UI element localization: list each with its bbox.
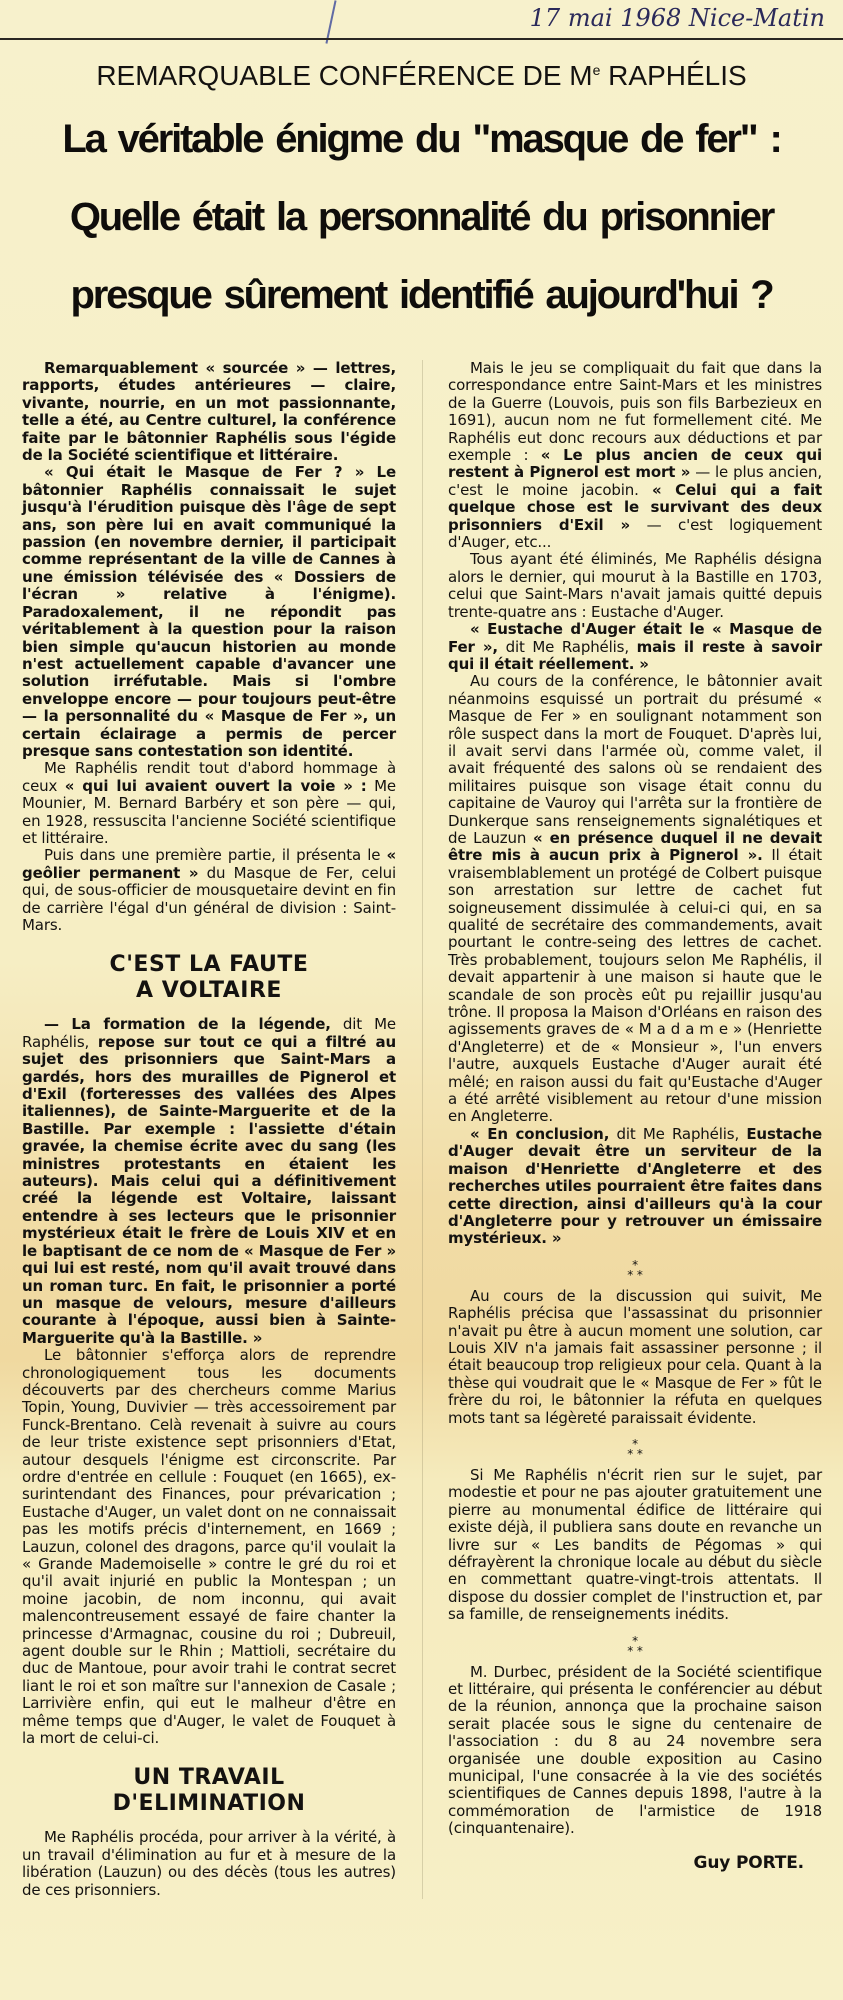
paragraph <box>448 621 822 673</box>
bold-text-run: « Qui était le Masque de Fer ? » Le bâtonnier Raphélis connaissait le sujet jusqu'à l'érudition puisque dès l'âge de sept ans, son père lui en avait communiqué la passion (en novembre dernier, il participait comme représentant de la ville de Cannes à une émission télévisée des « Dossiers de l'écran » relative à l'énigme). Paradoxalement, il ne répondit pas véritablement à la question pour la raison bien simple qu'aucun historien au monde n'est actuellement capable d'avancer une solution irréfutable. Mais si l'ombre enveloppe encore — pour toujours peut-être — la personnalité du « Masque de Fer », un certain éclairage a permis de percer presque sans contestation son identité. <box>22 463 396 760</box>
paragraph <box>22 847 396 934</box>
text-run: dit Me Raphélis, <box>497 637 637 656</box>
bold-text-run: « En conclusion, <box>470 1124 610 1143</box>
text-run: dit Me Raphélis, <box>609 1124 747 1143</box>
section-heading-voltaire <box>22 952 396 1004</box>
text-run: dit Me Raphélis, <box>22 1015 396 1051</box>
text-run: — c'est logiquement d'Auger, etc... <box>448 515 822 552</box>
heading-line: D'ELIMINATION <box>112 1791 306 1817</box>
asterism-star: * <box>627 1446 634 1461</box>
asterism-star-pair <box>448 1446 822 1461</box>
text-run: Au cours de la conférence, le bâtonnier avait néanmoins esquissé un portrait du présumé « Masque de Fer » en soulignant notamment son rôle suspect dans la mort de Fouquet. D'après lui, il avait servi dans l'armée où, comme valet, il avait fréquenté des salons où se rendaient des militaires puisque son visage était connu du capitaine de Vauroy qui l'arrêta sur la frontière de Dunkerque sans renseignements signalétiques et de Lauzun <box>448 672 822 847</box>
asterism-separator <box>448 1257 822 1282</box>
paragraph <box>22 1347 396 1747</box>
kicker-text: REMARQUABLE CONFÉRENCE DE M <box>96 60 593 91</box>
article-headline <box>0 100 843 334</box>
bold-text-run: repose sur tout ce qui a filtré au sujet des prisonniers que Saint-Mars a gardés, hors des murailles de Pignerol et d'Exil (forteresses des vallées des Alpes italiennes), de Sainte-Marguerite et de la Bastille. Par exemple : l'assiette d'étain gravée, la chemise écrite avec du sang (les ministres protestants en étaient les auteurs). Mais celui qui a définitivement créé la légende est Voltaire, laissant entendre à ses lecteurs que le prisonnier mystérieux était le frère de Louis XIV et en le baptisant de ce nom de « Masque de Fer » qui lui est resté, nom qu'il avait trouvé dans un roman turc. En fait, le prisonnier a porté un masque de velours, mesure d'ailleurs courante à l'époque, aussi bien à Sainte-Marguerite qu'à la Bastille. » <box>22 1032 396 1347</box>
kicker-superscript: e <box>592 62 601 78</box>
bold-text-run: mais il reste à savoir qui il était réellement. » <box>448 637 822 673</box>
bold-text-run: Remarquablement « sourcée » — lettres, rapports, études antérieures — claire, vivante, nourrie, en un mot passionnante, telle a été, au Centre culturel, la conférence faite par le bâtonnier Raphélis sous l'égide de la Société scientifique et littéraire. <box>22 359 396 465</box>
text-run: Me Mounier, M. Bernard Barbéry et son père — qui, en 1928, ressuscita l'ancienne Société scientifique et littéraire. <box>22 776 396 847</box>
headline-line: La véritable énigme du "masque de fer" : <box>62 117 781 161</box>
headline-line: Quelle était la personnalité du prisonnier <box>69 195 774 239</box>
text-run: Tous ayant été éliminés, Me Raphélis désigna alors le dernier, qui mourut à la Bastille en 1703, celui que Saint-Mars n'avait jamais quitté depuis trente-quatre ans : Eustache d'Auger. <box>448 550 822 621</box>
asterism-star: * <box>627 1267 634 1282</box>
text-run: du Masque de Fer, celui qui, de sous-officier de mousquetaire devint en fin de carrière l'égal d'un général de division : Saint-Mars. <box>22 863 397 934</box>
bold-text-run: « geôlier permanent » <box>22 846 396 882</box>
paragraph <box>22 760 396 847</box>
asterism-star-pair <box>448 1643 822 1658</box>
heading-line: C'EST LA FAUTE <box>109 952 309 978</box>
paragraph <box>448 673 822 1126</box>
asterism-star-pair <box>448 1267 822 1282</box>
asterism-star: * <box>632 1436 638 1451</box>
handwritten-date-note: 17 mai 1968 Nice-Matin <box>529 4 825 32</box>
bold-text-run: « en présence duquel il ne devait être mis à aucun prix à Pignerol ». <box>448 828 823 865</box>
text-run: Me Raphélis rendit tout d'abord hommage à ceux <box>22 759 396 795</box>
text-run: — le plus ancien, c'est le moine jacobin. <box>448 463 823 499</box>
paragraph <box>22 464 396 760</box>
bold-text-run: « Celui qui a fait quelque chose est le survivant des deux prisonniers d'Exil » <box>448 480 822 534</box>
text-run: Mais le jeu se compliquait du fait que dans la correspondance entre Saint-Mars et les ministres de la Guerre (Louvois, puis son fils Barbezieux en 1691), aucun nom ne fut formellement cité. Me Raphélis eut donc recours aux déductions et par exemple : <box>448 359 822 465</box>
headline-line: presque sûrement identifié aujourd'hui ? <box>70 273 773 317</box>
text-run: Il était vraisemblablement un protégé de Colbert puisque son arrestation sur lettre de cachet fut soigneusement dissimulée à celui-ci qui, en sa qualité de secrétaire des commandements, avait pourtant le contre-seing des lettres de cachet. Très probablement, toujours selon Me Raphélis, il devait appartenir à une maison si haute que le scandale de son procès eût pu rejaillir jusqu'au trône. Il proposa la Maison d'Orléans en raison des agissements graves de « M a d a m e » (Henriette d'Angleterre) et de « Monsieur », l'un envers l'autre, auxquels Eustache d'Auger aurait été mêlé; en raison aussi du fait qu'Eustache d'Auger a été arrêté visiblement au retour d'une mission en Angleterre. <box>448 846 822 1126</box>
text-run: M. Durbec, président de la Société scientifique et littéraire, qui présenta le conférencier au début de la réunion, annonça que la prochaine saison serait placée sous le signe du centenaire de l'association : du 8 au 24 novembre sera organisée une double exposition au Casino municipal, l'une consacrée à la vie des sociétés scientifiques de Cannes depuis 1898, l'autre à la commémoration de l'armistice de 1918 (cinquantenaire). <box>448 1662 822 1838</box>
asterism-star: * <box>632 1633 638 1648</box>
paragraph <box>448 1664 822 1838</box>
asterism-star: * <box>627 1643 634 1658</box>
clipping-header <box>0 0 843 44</box>
left-column <box>22 360 396 1899</box>
right-column <box>448 360 822 1874</box>
article-body <box>0 360 843 1919</box>
bold-text-run: — La formation de la légende, <box>44 1015 331 1034</box>
asterism-star: * <box>636 1643 643 1658</box>
asterism-separator <box>448 1633 822 1658</box>
paragraph <box>22 1829 396 1899</box>
text-run: Au cours de la discussion qui suivit, Me Raphélis précisa que l'assassinat du prisonnier n'avait pu être à aucun moment une solution, car Louis XIV n'a jamais fait assassiner personne ; il était beaucoup trop religieux pour cela. Quant à la thèse qui voudrait que le « Masque de Fer » fût le frère du roi, le bâtonnier la réfuta en quelques mots tant sa légèreté paraissait évidente. <box>448 1286 822 1427</box>
bold-text-run: « Eustache d'Auger était le « Masque de Fer », <box>448 620 822 656</box>
heading-line: UN TRAVAIL <box>133 1765 285 1791</box>
text-run: Puis dans une première partie, il présenta le <box>44 846 387 865</box>
article-kicker <box>0 58 843 94</box>
paragraph <box>448 1126 822 1248</box>
bold-text-run: Eustache d'Auger devait être un serviteur de la maison d'Henriette d'Angleterre et des recherches utiles pourraient être faites dans cette direction, ainsi d'ailleurs qu'à la cour d'Angleterre pour y retrouver un émissaire mystérieux. » <box>448 1124 823 1248</box>
asterism-star: * <box>636 1267 643 1282</box>
column-divider <box>422 360 423 1899</box>
bold-text-run: « qui lui avaient ouvert la voie » : <box>64 776 367 795</box>
paragraph <box>448 1467 822 1624</box>
paragraph <box>22 1016 396 1347</box>
paragraph <box>448 1288 822 1427</box>
text-run: Me Raphélis procéda, pour arriver à la vérité, à un travail d'élimination au fur et à mesure de la libération (Lauzun) ou des décès (tous les autres) de ces prisonniers. <box>22 1828 396 1899</box>
paragraph <box>448 360 822 551</box>
heading-line: A VOLTAIRE <box>136 978 282 1004</box>
kicker-text-suffix: RAPHÉLIS <box>600 60 747 91</box>
author-signature: Guy PORTE. <box>693 1852 804 1873</box>
asterism-star: * <box>632 1257 638 1272</box>
paragraph <box>448 551 822 621</box>
top-rule <box>0 38 843 40</box>
text-run: Si Me Raphélis n'écrit rien sur le sujet, par modestie et pour ne pas ajouter gratuitement une pierre au monumental édifice de littéraire qui existe déjà, il publiera sans doute en revanche un livre sur « Les bandits de Pégomas » qui défrayèrent la chronique locale au début du siècle en commettant quatre-vingt-trois attentats. Il dispose du dossier complet de l'instruction et, par sa famille, de renseignements inédits. <box>448 1465 822 1624</box>
asterism-star: * <box>636 1446 643 1461</box>
asterism-separator <box>448 1436 822 1461</box>
paragraph <box>22 360 396 464</box>
section-heading-elimination <box>22 1765 396 1817</box>
text-run: Le bâtonnier s'efforça alors de reprendre chronologiquement tous les documents découverts par des chercheurs comme Marius Topin, Young, Duvivier — très accessoirement par Funck-Brentano. Celà revenait à suivre au cours de leur triste existence sept prisonniers d'Etat, autour desquels l'énigme est circonscrite. Par ordre d'entrée en cellule : Fouquet (en 1665), ex-surintendant des Finances, pour prévarication ; Eustache d'Auger, un valet dont on ne connaissait pas les motifs précis d'internement, en 1669 ; Lauzun, colonel des dragons, parce qu'il voulait la « Grande Mademoiselle » contre le gré du roi et qu'il avait injurié en public la Montespan ; un moine jacobin, de nom inconnu, qui avait malencontreusement essayé de faire chanter la princesse d'Armagnac, cousine du roi ; Dubreuil, agent double sur le Rhin ; Mattioli, secrétaire du duc de Mantoue, pour avoir trahi le contrat secret liant le roi et son maître sur l'annexion de Casale ; Larrivière enfin, qui eut le malheur d'être en même temps que d'Auger, le valet de Fouquet à la mort de celui-ci. <box>22 1346 396 1748</box>
bold-text-run: « Le plus ancien de ceux qui restent à Pignerol est mort » <box>448 446 822 482</box>
